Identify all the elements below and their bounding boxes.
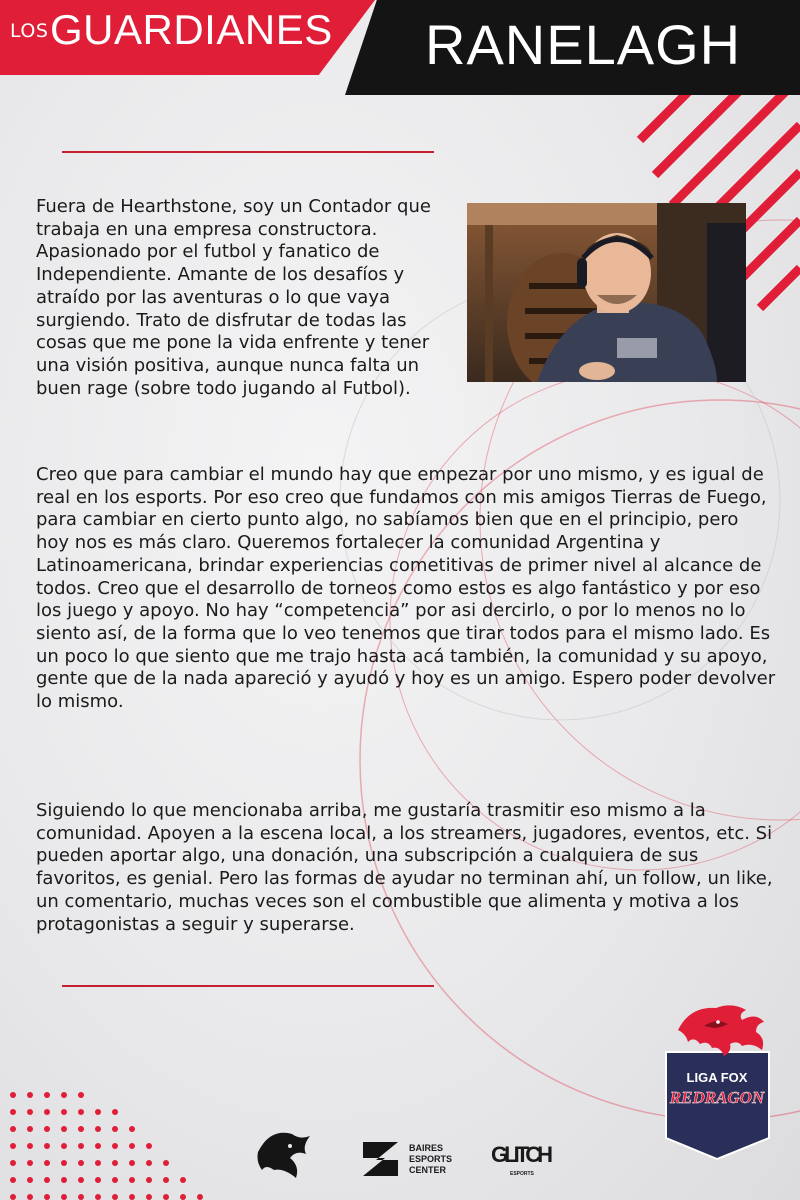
glitch-esports-logo xyxy=(491,1142,553,1177)
bio-paragraph-3: Siguiendo lo que mencionaba arriba, me gustaría trasmitir eso mismo a la comunidad. Apoyen a la escena local, a los streamers, jugadores, eventos, etc. Si pueden aportar algo, una donación, una subscripción a cualquiera de sus favoritos, es genial. Pero las formas de ayudar no terminan ahí, un follow, un like, un comentario, muchas veces son el combustible que alimenta y motiva a los protagonistas a seguir y superarse. xyxy=(36,800,773,935)
player-photo xyxy=(467,203,746,382)
bio-paragraph-2: Creo que para cambiar el mundo hay que empezar por uno mismo, y es igual de real en los esports. Por eso creo que fundamos con mis amigos Tierras de Fuego, para cambiar en cierto punto algo, no sabíamos bien que en el principio, pero hoy nos es más claro. Queremos fortalecer la comunidad Argentina y Latinoamericana, brindar experiencias cometitivas de primer nivel al alcance de todos. Creo que el desarrollo de torneos como estos es algo fantástico y por eso los juego y apoyo. No hay “competencia” por asi dercirlo, o por lo menos no lo siento así, de la forma que lo veo tenemos que tirar todos para el mismo lado. Es un poco lo que siento que me trajo hasta acá también, la comunidad y su apoyo, gente que de la nada apareció y ayudó y hoy es un amigo. Espero poder devolver lo mismo. xyxy=(36,464,776,713)
dragon-emblem-icon xyxy=(678,1005,764,1056)
bottom-divider xyxy=(62,985,434,987)
header xyxy=(0,0,800,95)
player-photo-illustration xyxy=(467,203,746,382)
baires-esports-center-logo xyxy=(363,1142,452,1176)
bio-paragraph-1: Fuera de Hearthstone, soy un Contador que trabaja en una empresa constructora. Apasionado por el futbol y fanatico de Independiente. Amante de los desafíos y atraído por las aventuras o lo que vaya surgiendo. Trato de disfrutar de todas las cosas que me pone la vida enfrente y tener una visión positiva, aunque nunca falta un buen rage (sobre todo jugando al Futbol). xyxy=(36,196,431,399)
redragon-logo-icon xyxy=(258,1133,311,1178)
liga-fox-redragon-badge xyxy=(660,1000,775,1160)
baires-line2: ESPORTS xyxy=(409,1154,453,1164)
glitch-name: GLITCH xyxy=(491,1142,553,1167)
baires-line1: BAIRES xyxy=(409,1143,444,1153)
badge-line1: LIGA FOX xyxy=(686,1070,748,1085)
badge-line2: REDRAGON xyxy=(669,1088,765,1107)
top-divider xyxy=(62,151,434,153)
brand-name: GUARDIANES xyxy=(50,6,333,53)
brand-prefix: LOS xyxy=(10,20,49,42)
player-name: RANELAGH xyxy=(425,13,742,76)
baires-line3: CENTER xyxy=(409,1165,447,1175)
glitch-sub: ESPORTS xyxy=(510,1171,534,1177)
